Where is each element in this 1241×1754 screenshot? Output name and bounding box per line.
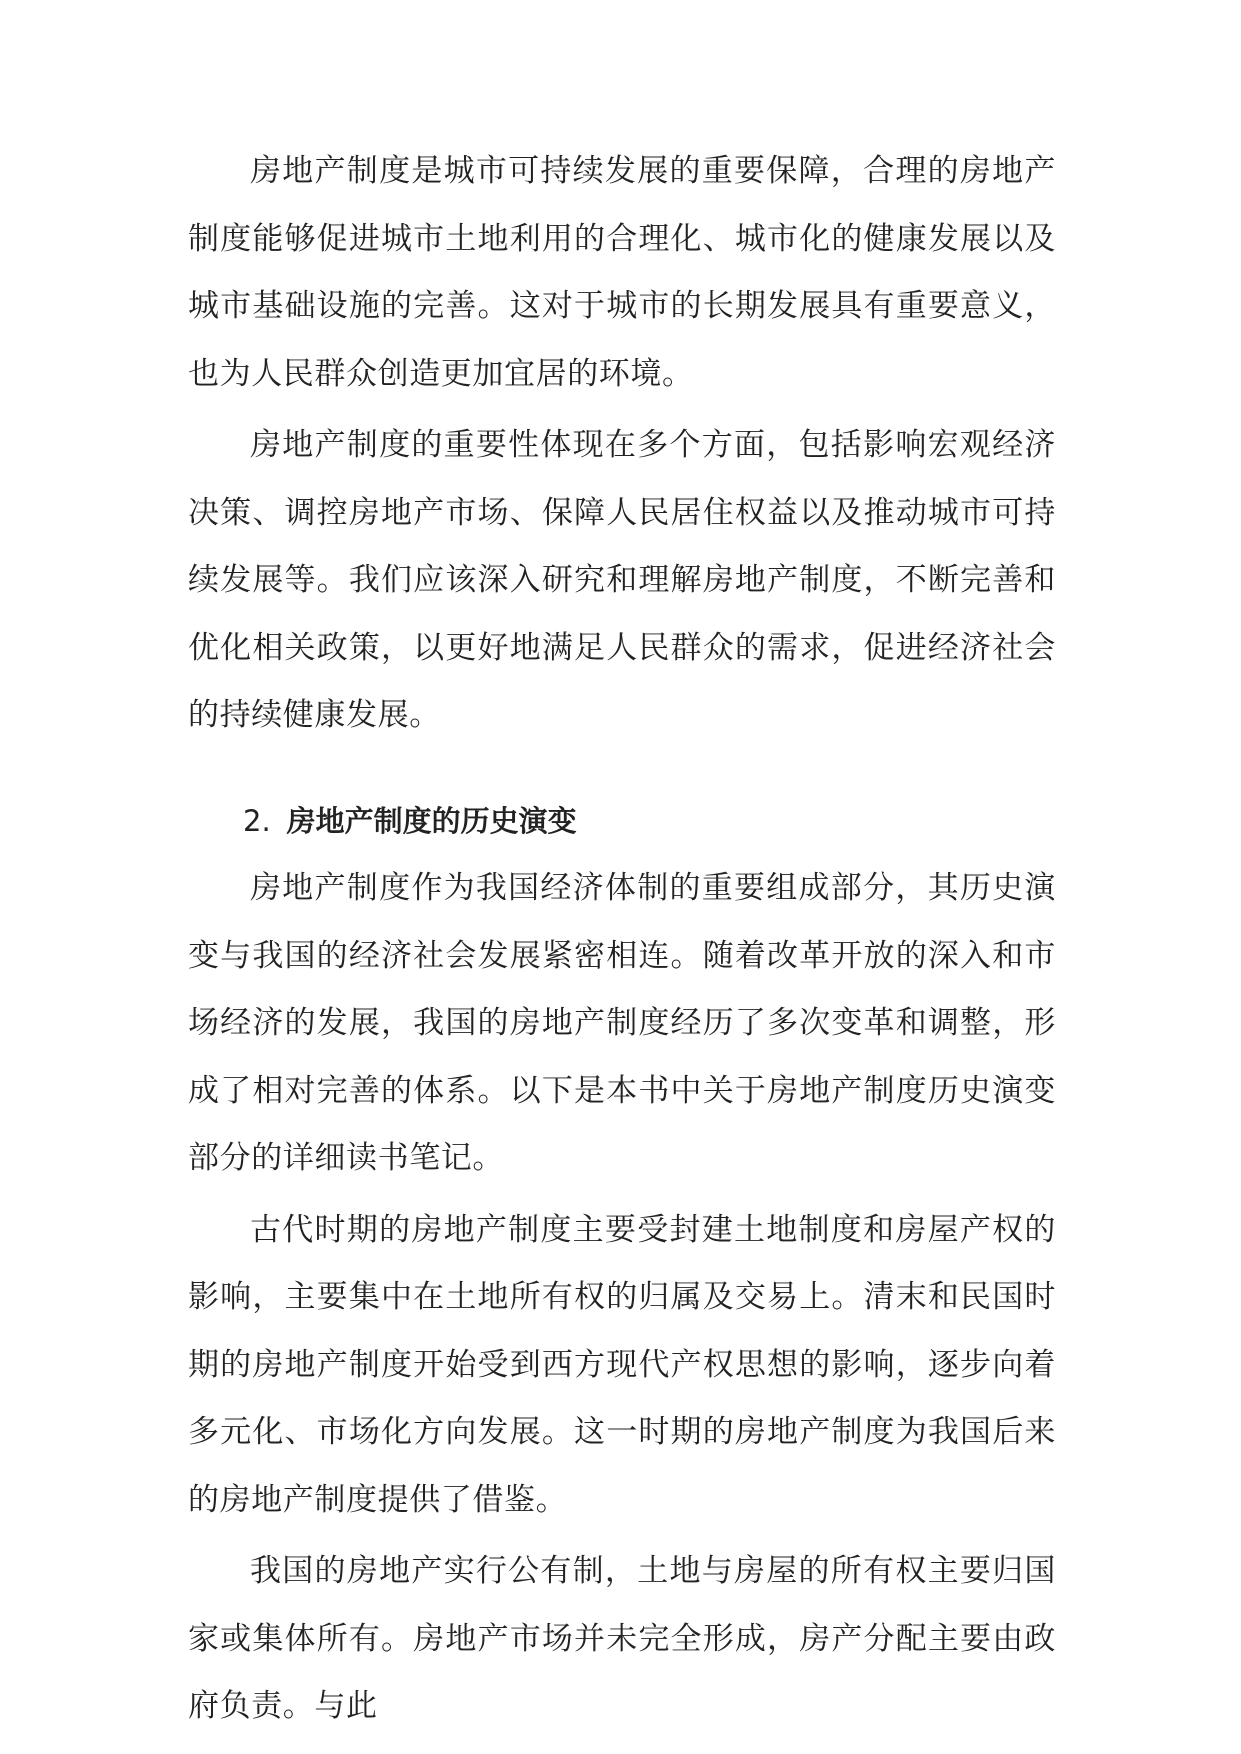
paragraph-3: 房地产制度作为我国经济体制的重要组成部分，其历史演变与我国的经济社会发展紧密相连。随着改革开放的深入和市场经济的发展，我国的房地产制度经历了多次变革和调整，形成了相对完善的体系。以下是本书中关于房地产制度历史演变部分的详细读书笔记。 [188, 870, 1056, 1176]
paragraph-2: 房地产制度的重要性体现在多个方面，包括影响宏观经济决策、调控房地产市场、保障人民居住权益以及推动城市可持续发展等。我们应该深入研究和理解房地产制度，不断完善和优化相关政策，以更好地满足人民群众的需求，促进经济社会的持续健康发展。 [188, 427, 1056, 733]
section-number: 2. [243, 803, 271, 838]
paragraph-5: 我国的房地产实行公有制，土地与房屋的所有权主要归国家或集体所有。房地产市场并未完全形成，房产分配主要由政府负责。与此 [188, 1553, 1056, 1724]
paragraph-1: 房地产制度是城市可持续发展的重要保障，合理的房地产制度能够促进城市土地利用的合理化、城市化的健康发展以及城市基础设施的完善。这对于城市的长期发展具有重要意义，也为人民群众创造更加宜居的环境。 [188, 153, 1056, 392]
section-title: 房地产制度的历史演变 [286, 803, 577, 838]
document-page [188, 0, 1056, 1741]
section-heading [188, 788, 1056, 856]
paragraph-4: 古代时期的房地产制度主要受封建土地制度和房屋产权的影响，主要集中在土地所有权的归属及交易上。清末和民国时期的房地产制度开始受到西方现代产权思想的影响，逐步向着多元化、市场化方向发展。这一时期的房地产制度为我国后来的房地产制度提供了借鉴。 [188, 1211, 1056, 1518]
